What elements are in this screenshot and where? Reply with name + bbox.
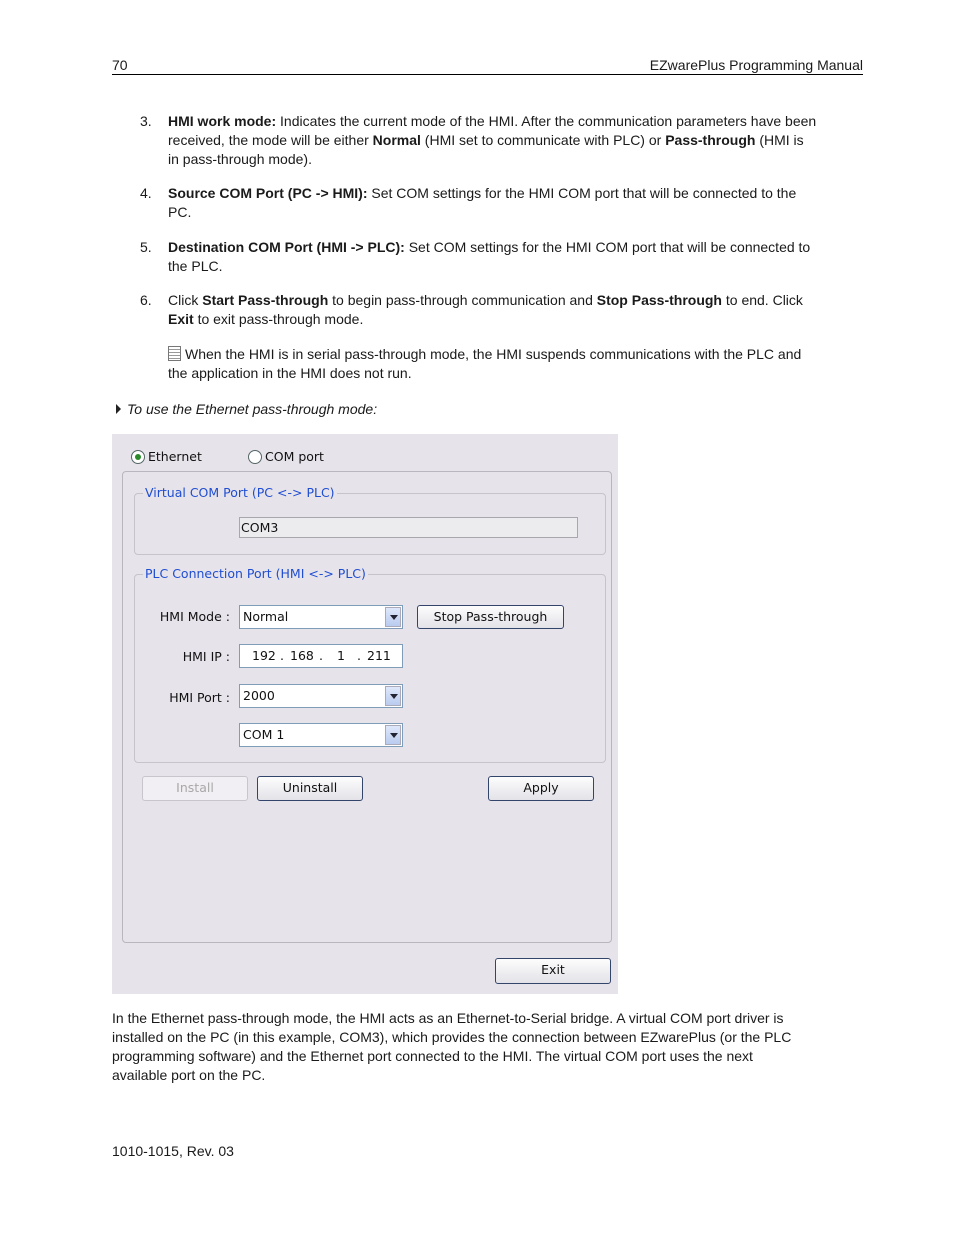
hmi-port-dropdown[interactable] <box>239 684 403 708</box>
radio-com-port[interactable] <box>248 449 324 464</box>
step-title: Source COM Port (PC -> HMI): <box>168 185 368 201</box>
radio-unselected-icon <box>248 450 262 464</box>
step-text <box>168 184 818 222</box>
note <box>168 345 818 383</box>
step-number: 5. <box>140 239 152 255</box>
manual-title: EZwarePlus Programming Manual <box>649 57 863 73</box>
virtual-com-field[interactable]: COM3 <box>239 517 578 538</box>
procedure-heading <box>116 400 377 419</box>
step-bold: Start Pass-through <box>202 292 329 308</box>
step-number: 6. <box>140 292 152 308</box>
hmi-mode-label: HMI Mode : <box>159 609 230 624</box>
ip-octet: 168 <box>290 648 314 663</box>
step-text <box>168 238 818 276</box>
step-bold: Pass-through <box>665 132 756 148</box>
install-button[interactable]: Install <box>142 776 248 801</box>
step-body: to end. Click <box>721 292 803 308</box>
page-number: 70 <box>112 57 128 73</box>
radio-label: Ethernet <box>148 449 202 464</box>
chevron-down-icon[interactable] <box>385 607 401 627</box>
step-text <box>168 112 818 169</box>
step-bold: Exit <box>168 311 194 327</box>
step-body: to begin pass-through communication and <box>328 292 597 308</box>
chevron-down-icon[interactable] <box>385 725 401 745</box>
step-text <box>168 291 818 329</box>
hmi-mode-dropdown[interactable] <box>239 605 403 629</box>
step-title: Destination COM Port (HMI -> PLC): <box>168 239 405 255</box>
com-port-value: COM 1 <box>243 727 285 742</box>
com-port-dropdown[interactable] <box>239 723 403 747</box>
chevron-down-icon[interactable] <box>385 686 401 706</box>
exit-button[interactable]: Exit <box>495 958 611 984</box>
hmi-port-value: 2000 <box>243 688 275 703</box>
group-title: PLC Connection Port (HMI <-> PLC) <box>145 566 366 581</box>
step-number: 3. <box>140 113 152 129</box>
ip-octet: 211 <box>367 648 391 663</box>
page-header <box>112 57 863 75</box>
step-body: Set COM settings for the HMI COM port that will be connected to the PC. <box>168 185 797 220</box>
hmi-port-label: HMI Port : <box>169 690 230 705</box>
step-body: (HMI set to communicate with PLC) or <box>420 132 666 148</box>
step-body: Set COM settings for the HMI COM port that will be connected to the PLC. <box>168 239 811 274</box>
radio-ethernet[interactable] <box>131 449 202 464</box>
group-title: Virtual COM Port (PC <-> PLC) <box>145 485 335 500</box>
hmi-mode-value: Normal <box>243 609 289 624</box>
apply-button[interactable]: Apply <box>488 776 594 801</box>
hmi-ip-field[interactable]: 192 . 168 . 1 . 211 <box>239 644 403 668</box>
document-number: 1010-1015, Rev. 03 <box>112 1143 234 1159</box>
hmi-ip-label: HMI IP : <box>182 649 230 664</box>
body-paragraph: In the Ethernet pass-through mode, the HMI acts as an Ethernet-to-Serial bridge. A virtual COM port driver is installed on the PC (in this example, COM3), which provides the connection between EZwarePlus (or the PLC programming software) and the Ethernet port connected to the HMI. The virtual COM port uses the next available port on the PC. <box>112 1010 792 1083</box>
step-bold: Normal <box>372 132 421 148</box>
ip-octet: 1 <box>337 648 345 663</box>
step-body: Indicates the current mode of the HMI. After the communication parameters have been received, the mode will be either <box>168 113 817 148</box>
triangle-right-icon <box>116 404 121 414</box>
note-text: When the HMI is in serial pass-through mode, the HMI suspends communications with the PLC and the application in the HMI does not run. <box>168 346 802 381</box>
uninstall-button[interactable]: Uninstall <box>257 776 363 801</box>
radio-label: COM port <box>265 449 324 464</box>
procedure-text: To use the Ethernet pass-through mode: <box>127 401 378 417</box>
radio-selected-icon <box>131 450 145 464</box>
step-title: HMI work mode: <box>168 113 277 129</box>
step-bold: Stop Pass-through <box>596 292 722 308</box>
stop-pass-through-button[interactable]: Stop Pass-through <box>417 605 564 629</box>
step-body: to exit pass-through mode. <box>193 311 364 327</box>
pass-through-dialog <box>112 434 618 994</box>
step-body: (HMI is in pass-through mode). <box>168 132 804 167</box>
note-icon <box>168 346 181 361</box>
step-body: Click <box>168 292 203 308</box>
ip-octet: 192 <box>252 648 276 663</box>
step-number: 4. <box>140 185 152 201</box>
